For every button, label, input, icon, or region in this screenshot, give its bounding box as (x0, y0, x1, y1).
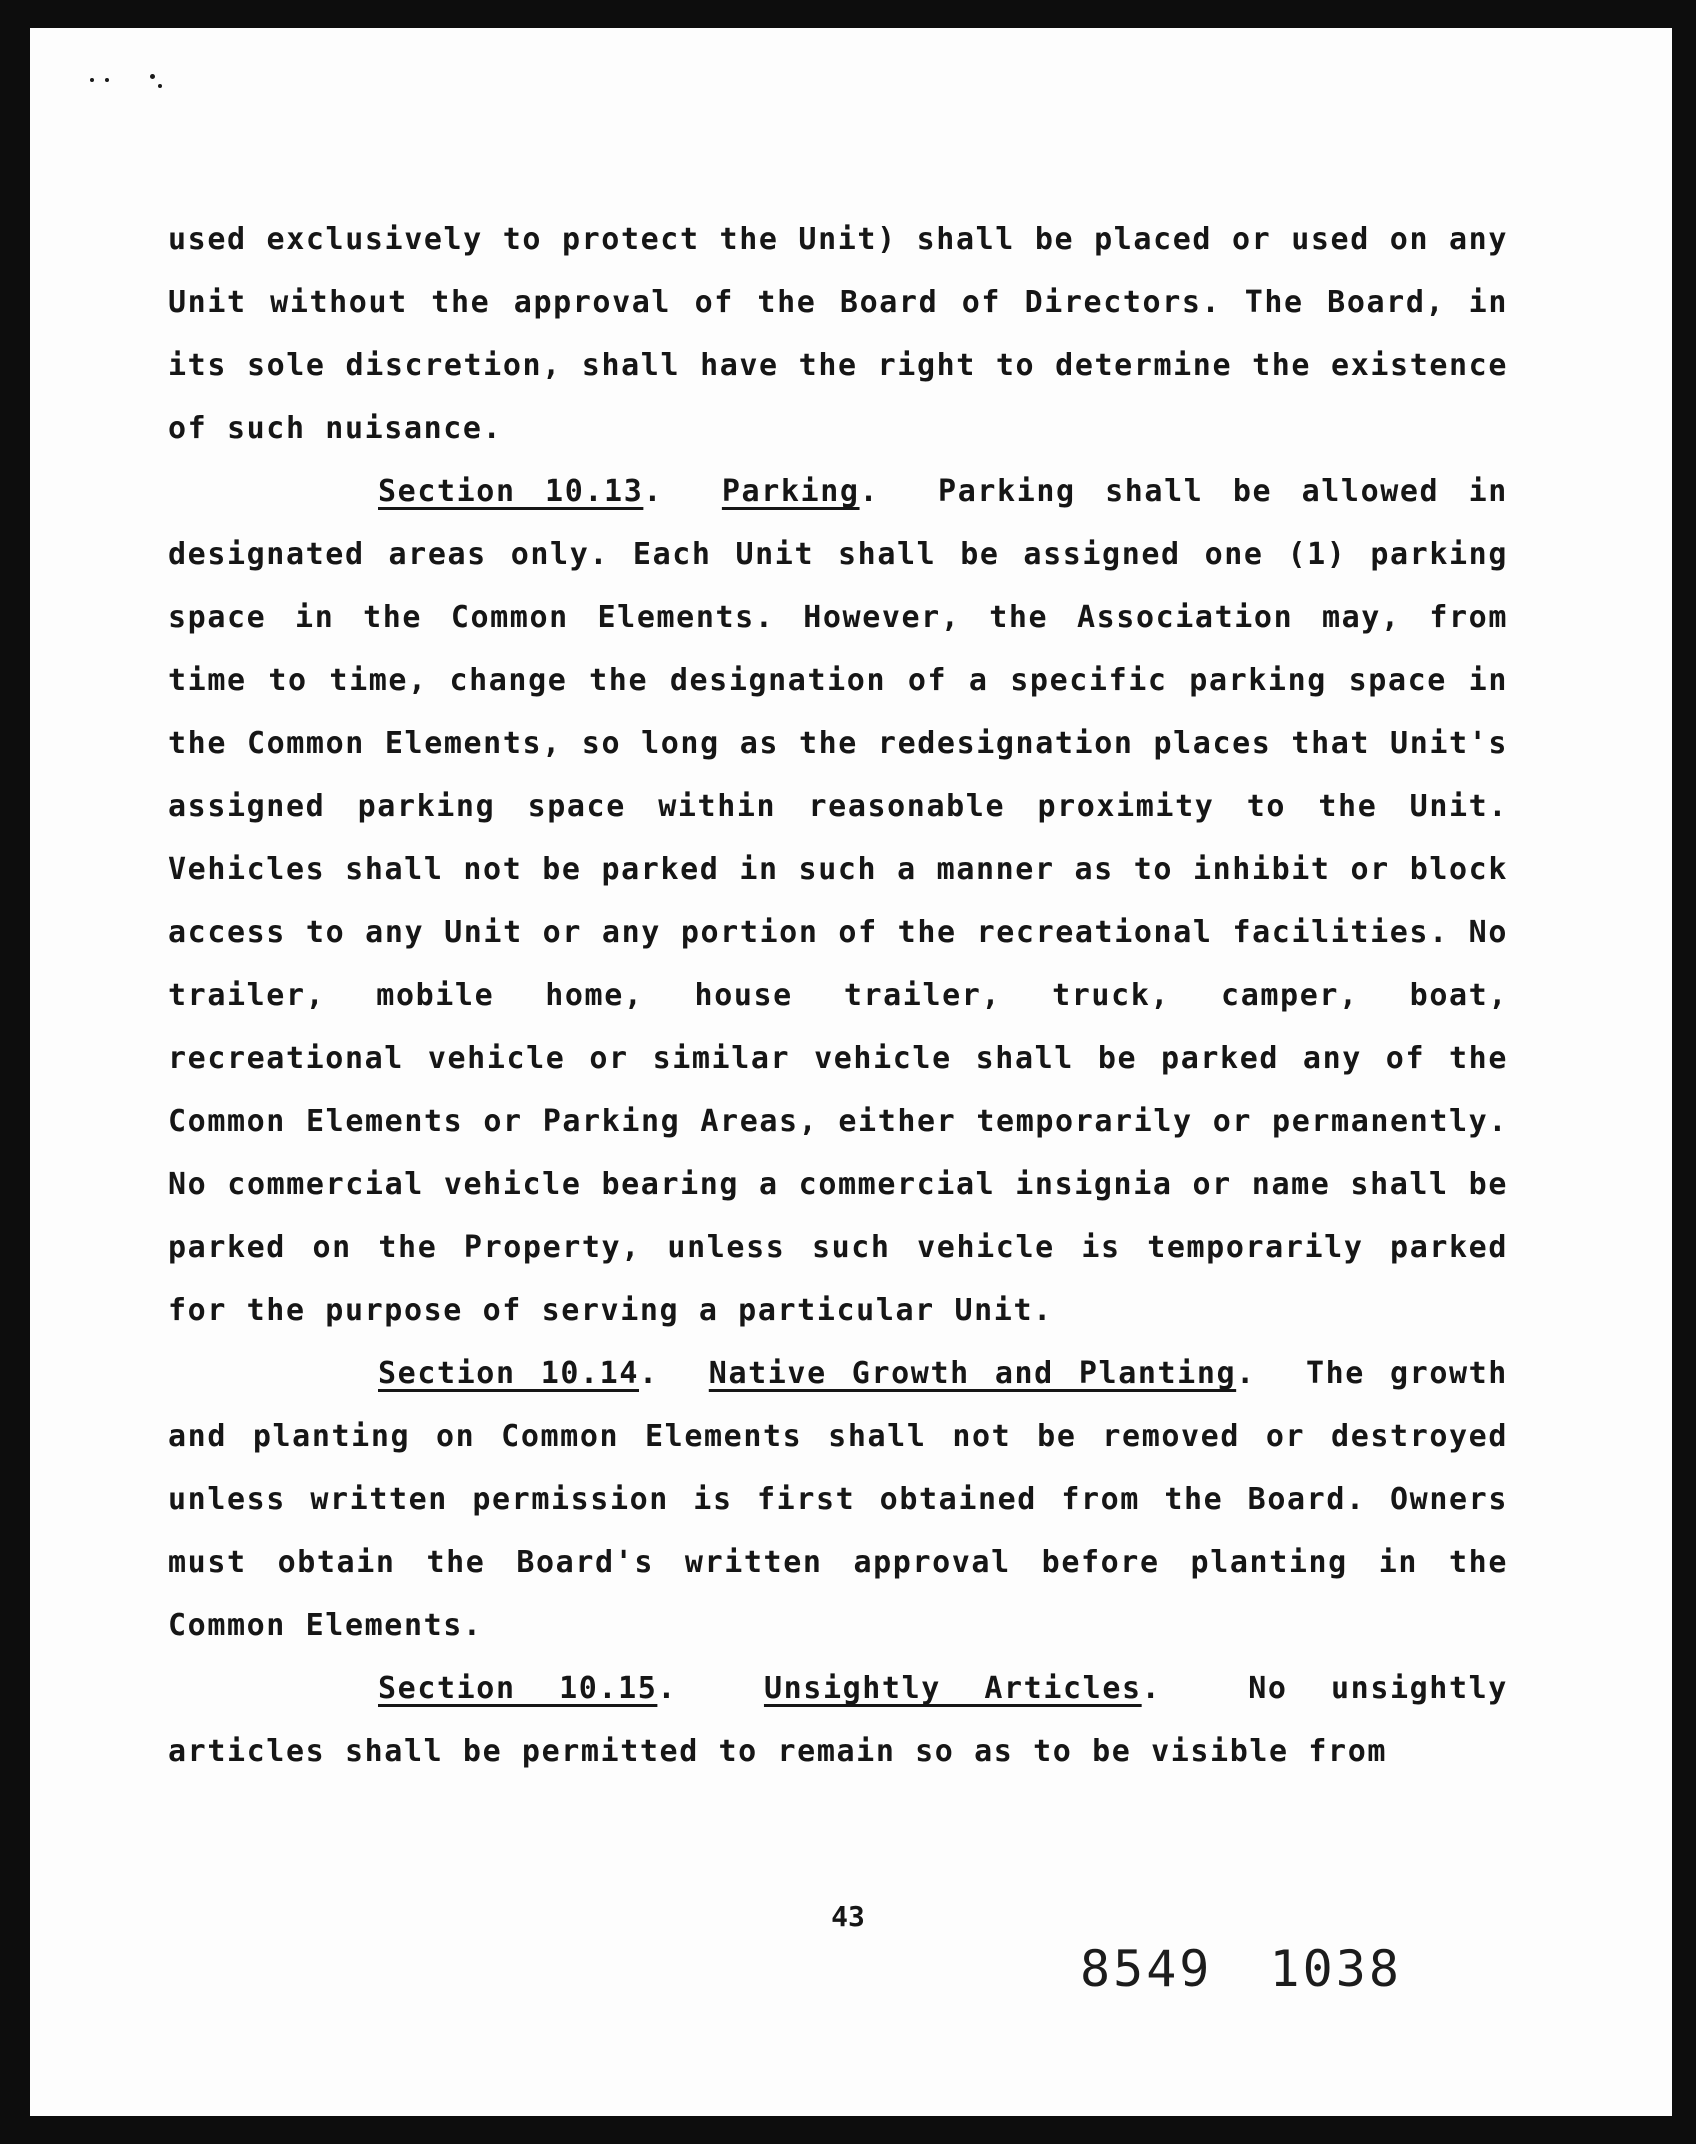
scan-speck (90, 78, 94, 82)
book-page-stamp (1080, 1940, 1402, 1998)
scan-speck (158, 84, 162, 88)
section-title: Unsightly Articles (763, 1671, 1142, 1706)
section-label: Section 10.15 (378, 1671, 658, 1706)
section-label: Section 10.13 (378, 474, 644, 509)
section-title: Parking (721, 474, 860, 509)
section-label: Section 10.14 (378, 1356, 639, 1391)
section-title: Native Growth and Planting (708, 1356, 1237, 1391)
paragraph-text: used exclusively to protect the Unit) shall be placed or used on any Unit without the approval of the Board of Directors. The Board, in its sole discretion, shall have the right to determine the existence of such nuisance. (168, 222, 1508, 446)
paragraph-section-10-14: Section 10.14. Native Growth and Planting. The growth and planting on Common Elements shall not be removed or destroyed unless written permission is first obtained from the Board. Owners must obtain the Board's written approval before planting in the Common Elements. (168, 1356, 1508, 1643)
paragraph-text: Parking shall be allowed in designated areas only. Each Unit shall be assigned one (1) parking space in the Common Elements. However, the Association may, from time to time, change the designation of a specific parking space in the Common Elements, so long as the redesignation places that Unit's assigned parking space within reasonable proximity to the Unit. Vehicles shall not be parked in such a manner as to inhibit or block access to any Unit or any portion of the recreational facilities. No trailer, mobile home, house trailer, truck, camper, boat, recreational vehicle or similar vehicle shall be parked any of the Common Elements or Parking Areas, either temporarily or permanently. No commercial vehicle bearing a commercial insignia or name shall be parked on the Property, unless such vehicle is temporarily parked for the purpose of serving a particular Unit. (168, 474, 1508, 1328)
scan-speck (105, 78, 109, 82)
paragraph-text: The growth and planting on Common Elements shall not be removed or destroyed unless written permission is first obtained from the Board. Owners must obtain the Board's written approval before planting in the Common Elements. (168, 1356, 1508, 1643)
page-number: 43 (831, 1900, 865, 1933)
paragraph-section-10-15: Section 10.15. Unsightly Articles. No unsightly articles shall be permitted to remain so as to be visible from (168, 1671, 1508, 1769)
stamp-book-number: 8549 (1080, 1940, 1213, 1998)
stamp-page-number: 1038 (1269, 1940, 1402, 1998)
paragraph-text: No unsightly articles shall be permitted to remain so as to be visible from (168, 1671, 1508, 1769)
paragraph-continuation (168, 208, 1508, 460)
scan-speck (150, 74, 155, 79)
document-body (168, 208, 1508, 1783)
paragraph-section-10-13: Section 10.13. Parking. Parking shall be allowed in designated areas only. Each Unit shall be assigned one (1) parking space in the Common Elements. However, the Association may, from time to time, change the designation of a specific parking space in the Common Elements, so long as the redesignation places that Unit's assigned parking space within reasonable proximity to the Unit. Vehicles shall not be parked in such a manner as to inhibit or block access to any Unit or any portion of the recreational facilities. No trailer, mobile home, house trailer, truck, camper, boat, recreational vehicle or similar vehicle shall be parked any of the Common Elements or Parking Areas, either temporarily or permanently. No commercial vehicle bearing a commercial insignia or name shall be parked on the Property, unless such vehicle is temporarily parked for the purpose of serving a particular Unit. (168, 474, 1508, 1328)
